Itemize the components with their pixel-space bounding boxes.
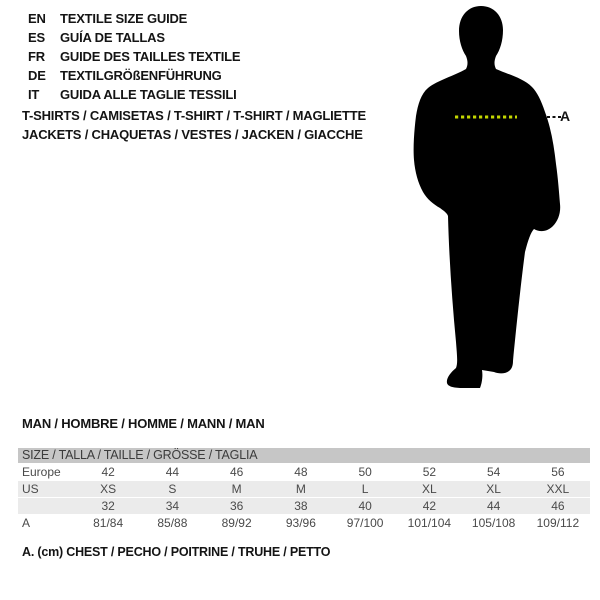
table-row-numeric [18, 497, 590, 514]
language-row [28, 85, 240, 104]
size-cell: 34 [140, 497, 204, 514]
section-heading-man: MAN / HOMBRE / HOMME / MANN / MAN [22, 416, 265, 431]
language-row [28, 47, 240, 66]
language-list [28, 9, 240, 104]
size-cell: 85/88 [140, 514, 204, 531]
language-code: EN [28, 11, 46, 26]
size-cell: 93/96 [269, 514, 333, 531]
language-row [28, 66, 240, 85]
size-cell: XXL [526, 480, 590, 497]
row-label: Europe [18, 463, 76, 480]
size-cell: 48 [269, 463, 333, 480]
size-cell: 56 [526, 463, 590, 480]
table-row-europe [18, 463, 590, 480]
row-label: US [18, 480, 76, 497]
size-cell: 38 [269, 497, 333, 514]
size-table-header: SIZE / TALLA / TAILLE / GRÖSSE / TAGLIA [18, 448, 590, 463]
size-cell: 89/92 [205, 514, 269, 531]
size-cell: 109/112 [526, 514, 590, 531]
size-cell: 105/108 [462, 514, 526, 531]
language-row [28, 9, 240, 28]
size-cell: 46 [526, 497, 590, 514]
size-cell: 42 [76, 463, 140, 480]
guide-title: GUIDE DES TAILLES TEXTILE [60, 49, 241, 64]
size-cell: 36 [205, 497, 269, 514]
size-cell: M [205, 480, 269, 497]
row-label [18, 497, 76, 514]
man-silhouette [395, 0, 600, 400]
size-table-header-row [18, 448, 590, 463]
row-label: A [18, 514, 76, 531]
size-cell: XL [397, 480, 461, 497]
guide-title: GUÍA DE TALLAS [60, 30, 165, 45]
size-cell: 97/100 [333, 514, 397, 531]
size-cell: 32 [76, 497, 140, 514]
language-row [28, 28, 240, 47]
category-line-jackets: JACKETS / CHAQUETAS / VESTES / JACKEN / GIACCHE [22, 127, 363, 142]
size-cell: 50 [333, 463, 397, 480]
size-cell: 42 [397, 497, 461, 514]
size-cell: 46 [205, 463, 269, 480]
measure-label-a: A [560, 108, 571, 124]
category-list [22, 106, 366, 144]
guide-title: GUIDA ALLE TAGLIE TESSILI [60, 87, 237, 102]
language-code: ES [28, 30, 45, 45]
language-code: FR [28, 49, 45, 64]
language-code: DE [28, 68, 46, 83]
size-cell: 44 [462, 497, 526, 514]
size-cell: 54 [462, 463, 526, 480]
man-figure [395, 0, 600, 400]
measurement-footnote: A. (cm) CHEST / PECHO / POITRINE / TRUHE / PETTO [22, 545, 331, 559]
size-cell: S [140, 480, 204, 497]
category-line-tshirts: T-SHIRTS / CAMISETAS / T-SHIRT / T-SHIRT / MAGLIETTE [22, 108, 366, 123]
size-cell: 40 [333, 497, 397, 514]
table-row-us [18, 480, 590, 497]
guide-title: TEXTILGRÖßENFÜHRUNG [60, 68, 222, 83]
size-cell: 44 [140, 463, 204, 480]
size-cell: 101/104 [397, 514, 461, 531]
table-row-chest-a [18, 514, 590, 531]
size-cell: 52 [397, 463, 461, 480]
size-cell: 81/84 [76, 514, 140, 531]
size-cell: XS [76, 480, 140, 497]
guide-title: TEXTILE SIZE GUIDE [60, 11, 188, 26]
size-table [18, 448, 590, 531]
language-code: IT [28, 87, 40, 102]
size-cell: M [269, 480, 333, 497]
man-silhouette-path [414, 6, 561, 388]
size-cell: L [333, 480, 397, 497]
size-cell: XL [462, 480, 526, 497]
